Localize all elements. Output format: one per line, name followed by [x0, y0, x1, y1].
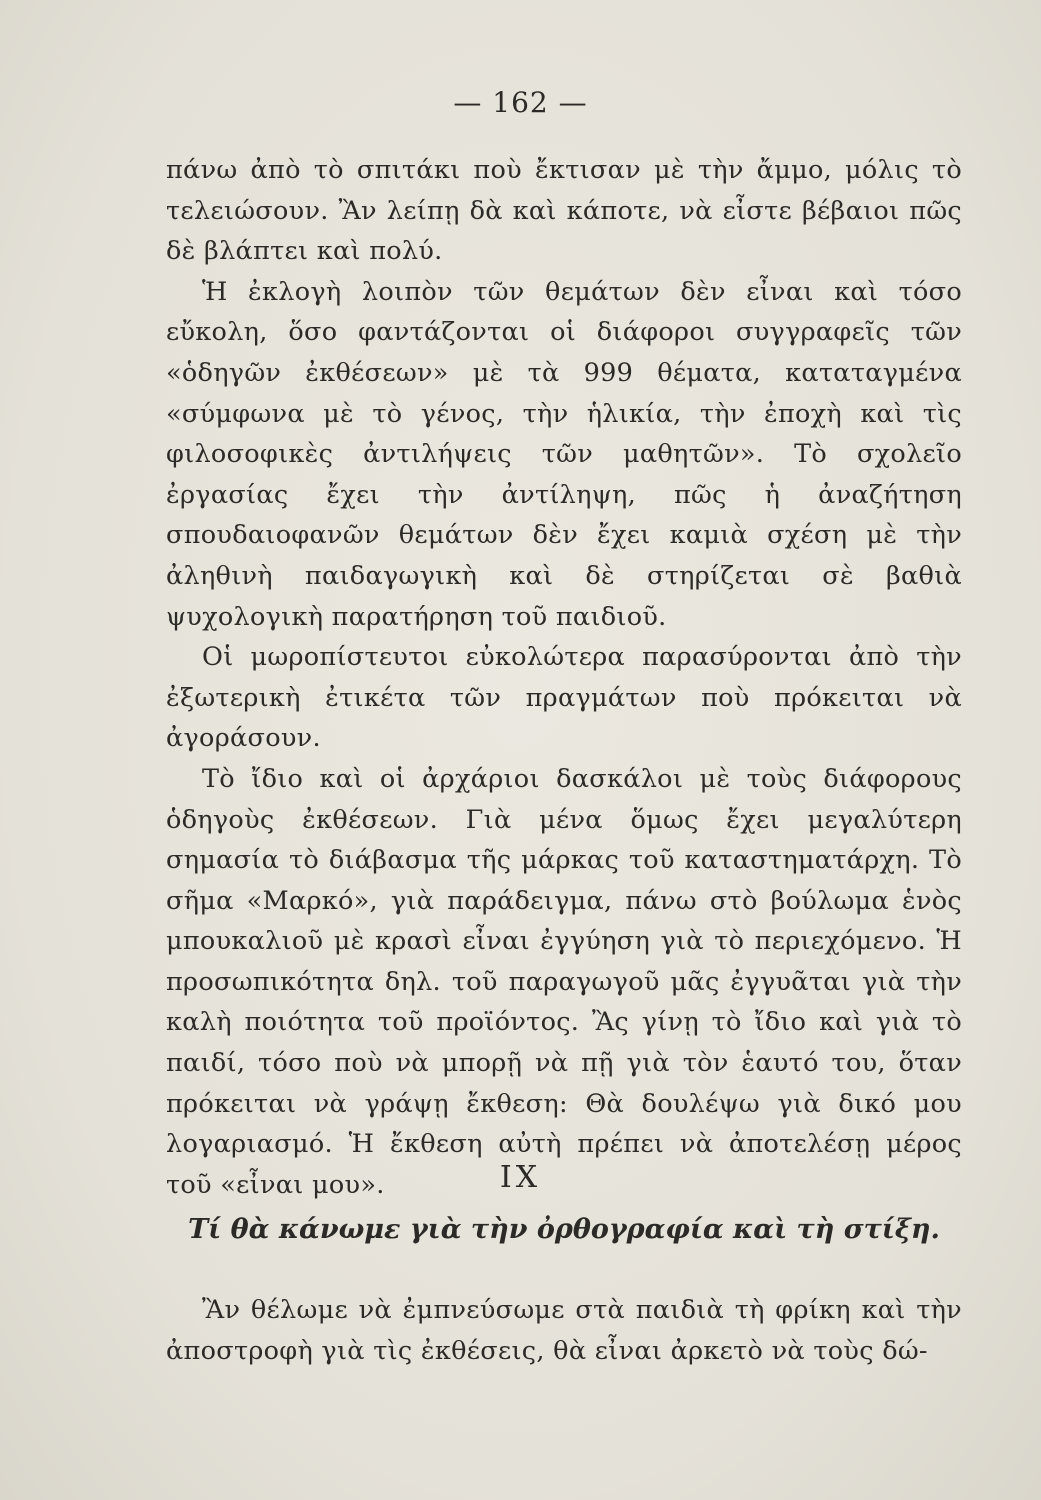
chapter-title: Τί θὰ κάνωμε γιὰ τὴν ὀρθογραφία καὶ τὴ στίξη.: [188, 1214, 940, 1245]
chapter-numeral: IX: [499, 1160, 542, 1195]
paragraph-1: πάνω ἀπὸ τὸ σπιτάκι ποὺ ἔκτισαν μὲ τὴν ἄμμο, μόλις τὸ τελειώσουν. Ἂν λείπῃ δὰ καὶ κάποτε, νὰ εἶστε βέβαιοι πῶς δὲ βλάπτει καὶ πολύ.: [166, 155, 962, 267]
closing-paragraph: Ἂν θέλωμε νὰ ἐμπνεύσωμε στὰ παιδιὰ τὴ φρίκη καὶ τὴν ἀποστροφὴ γιὰ τὶς ἐκθέσεις, θὰ εἶναι ἀρκετὸ νὰ τοὺς δώ-: [166, 1295, 962, 1366]
paragraph-2: Ἡ ἐκλογὴ λοιπὸν τῶν θεμάτων δὲν εἶναι καὶ τόσο εὔκολη, ὅσο φαντάζονται οἱ διάφοροι συγγραφεῖς τῶν «ὁδηγῶν ἐκθέσεων» μὲ τὰ 999 θέματα, καταταγμένα «σύμφωνα μὲ τὸ γένος, τὴν ἡλικία, τὴν ἐποχὴ καὶ τὶς φιλοσοφικὲς ἀντιλήψεις τῶν μαθητῶν». Τὸ σχολεῖο ἐργασίας ἔχει τὴν ἀντίληψη, πῶς ἡ ἀναζήτηση σπουδαιοφανῶν θεμάτων δὲν ἔχει καμιὰ σχέση μὲ τὴν ἀληθινὴ παιδαγωγικὴ καὶ δὲ στηρίζεται σὲ βαθιὰ ψυχολογικὴ παρατήρηση τοῦ παιδιοῦ.: [166, 276, 962, 632]
paragraph-3: Οἱ μωροπίστευτοι εὐκολώτερα παρασύρονται ἀπὸ τὴν ἐξωτερικὴ ἐτικέτα τῶν πραγμάτων ποὺ πρόκειται νὰ ἀγοράσουν.: [166, 642, 962, 754]
chapter-body-text: [166, 1290, 962, 1371]
page-number: — 162 —: [453, 86, 588, 119]
body-text: [166, 150, 962, 1205]
paragraph-4: Τὸ ἴδιο καὶ οἱ ἀρχάριοι δασκάλοι μὲ τοὺς διάφορους ὁδηγοὺς ἐκθέσεων. Γιὰ μένα ὅμως ἔχει μεγαλύτερη σημασία τὸ διάβασμα τῆς μάρκας τοῦ καταστηματάρχη. Τὸ σῆμα «Μαρκό», γιὰ παράδειγμα, πάνω στὸ βούλωμα ἑνὸς μπουκαλιοῦ μὲ κρασὶ εἶναι ἐγγύηση γιὰ τὸ περιεχόμενο. Ἡ προσωπικότητα δηλ. τοῦ παραγωγοῦ μᾶς ἐγγυᾶται γιὰ τὴν καλὴ ποιότητα τοῦ προϊόντος. Ἂς γίνῃ τὸ ἴδιο καὶ γιὰ τὸ παιδί, τόσο ποὺ νὰ μπορῇ νὰ πῇ γιὰ τὸν ἑαυτό του, ὅταν πρόκειται νὰ γράψῃ ἔκθεση: Θὰ δουλέψω γιὰ δικό μου λογαριασμό. Ἡ ἔκθεση αὐτὴ πρέπει νὰ ἀποτελέσῃ μέρος τοῦ «εἶναι μου».: [166, 763, 962, 1200]
